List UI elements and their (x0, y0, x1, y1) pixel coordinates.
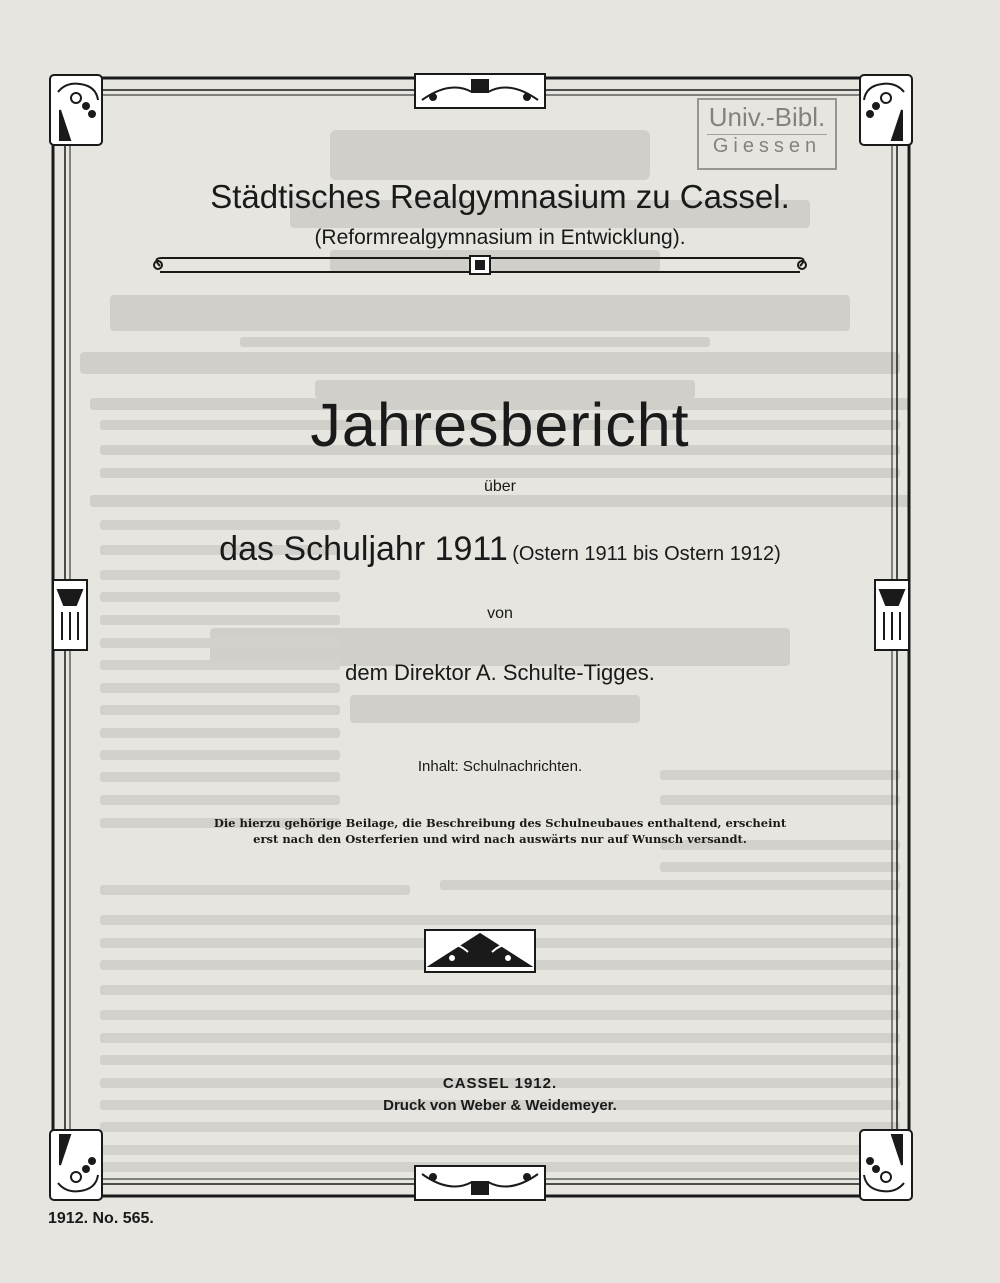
library-stamp (697, 98, 837, 170)
bottom-center-ornament (415, 1166, 545, 1200)
top-center-ornament (415, 74, 545, 108)
stamp-line-1: Univ.-Bibl. (708, 102, 826, 132)
corner-ornament-bottom-right (860, 1130, 912, 1200)
supplement-note-line-1: Die hierzu gehörige Beilage, die Beschreibung des Schulneubaues enthaltend, erscheint (213, 816, 787, 830)
school-year-line (0, 530, 1000, 569)
corner-ornament-top-left (50, 75, 102, 145)
school-year: das Schuljahr 1911 (219, 530, 508, 568)
imprint-city-year: CASSEL 1912. (442, 1075, 558, 1092)
main-title: Jahresbericht (310, 391, 690, 459)
supplement-note-line-2: erst nach den Osterferien und wird nach auswärts nur auf Wunsch versandt. (253, 832, 747, 846)
title-connector-von: von (487, 605, 513, 622)
title-divider-ornament (154, 256, 806, 274)
contents-line: Inhalt: Schulnachrichten. (417, 758, 583, 775)
imprint-printer: Druck von Weber & Weidemeyer. (383, 1097, 617, 1114)
corner-ornament-top-right (860, 75, 912, 145)
school-year-range: (Ostern 1911 bis Ostern 1912) (512, 543, 781, 565)
title-connector-ueber: über (483, 478, 517, 495)
corner-ornament-bottom-left (50, 1130, 102, 1200)
school-subtitle: (Reformrealgymnasium in Entwicklung). (314, 226, 686, 249)
school-name: Städtisches Realgymnasium zu Cassel. (210, 178, 790, 215)
vignette-ornament (425, 930, 535, 972)
catalog-number: 1912. No. 565. (48, 1210, 154, 1227)
author-line: dem Direktor A. Schulte-Tigges. (345, 660, 655, 685)
supplement-note (0, 815, 1000, 847)
stamp-line-2: Giessen (707, 134, 827, 157)
